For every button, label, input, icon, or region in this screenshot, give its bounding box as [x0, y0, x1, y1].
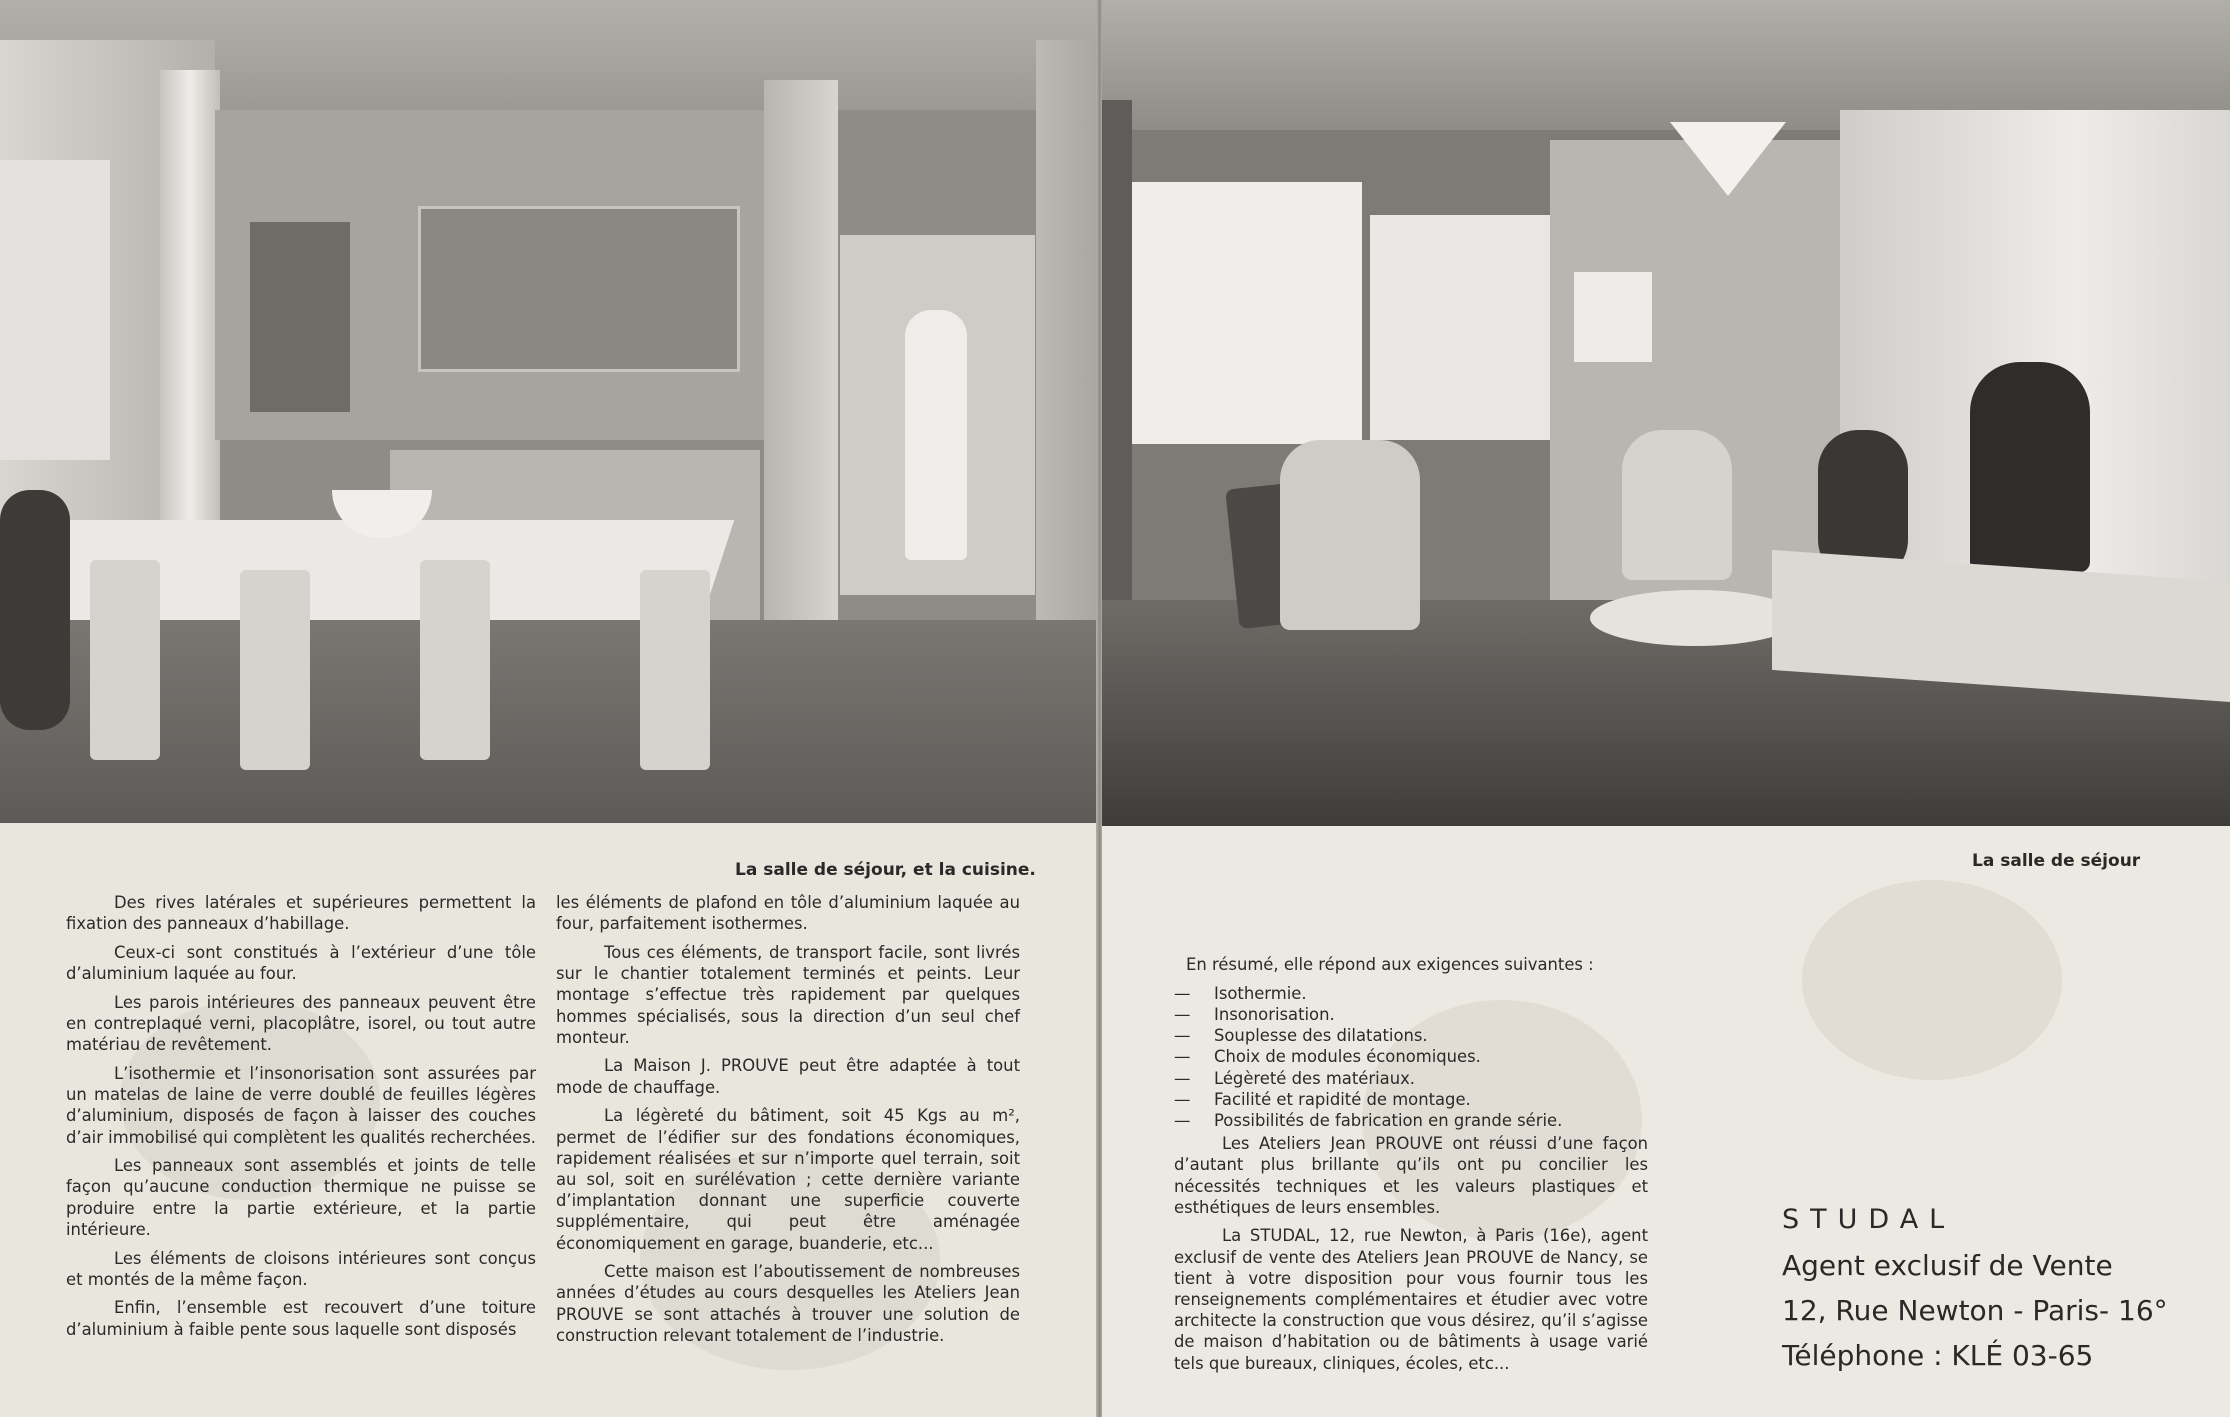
curtain — [1370, 215, 1550, 440]
paragraph: Ceux-ci sont constitués à l’extérieur d’une tôle d’aluminium laquée au four. — [66, 942, 536, 984]
list-item: — Facilité et rapidité de montage. — [1174, 1089, 1648, 1110]
chair — [420, 560, 490, 760]
left-caption: La salle de séjour, et la cuisine. — [735, 860, 1036, 880]
list-item: — Isothermie. — [1174, 983, 1648, 1004]
curtain — [1132, 182, 1362, 444]
studal-agent-line: Agent exclusif de Vente — [1782, 1249, 2113, 1282]
coffee-table — [1590, 590, 1800, 646]
woman-figure — [905, 310, 967, 560]
paragraph: Des rives latérales et supérieures permettent la fixation des panneaux d’habillage. — [66, 893, 536, 934]
studal-address-line: 12, Rue Newton - Paris- 16° — [1782, 1294, 2168, 1327]
plant — [0, 490, 70, 730]
chair — [640, 570, 710, 770]
right-column — [1174, 954, 1648, 1381]
paragraph: Les parois intérieures des panneaux peuvent être en contreplaqué verni, placoplâtre, isorel, ou tout autre matériau de revêtement. — [66, 992, 536, 1055]
paper-stain — [1802, 880, 2062, 1080]
paragraph: Les éléments de cloisons intérieures sont conçus et montés de la même façon. — [66, 1248, 536, 1289]
paragraph: Cette maison est l’aboutissement de nombreuses années d’études au cours desquelles les Ateliers Jean PROUVE se sont attachés à trouver une solution de construction relevant totalement de l’industrie. — [556, 1262, 1020, 1345]
window — [0, 160, 110, 460]
right-caption: La salle de séjour — [1972, 851, 2141, 871]
ceiling-lamp — [1670, 122, 1786, 196]
door — [1036, 40, 1098, 690]
paragraph: La légèreté du bâtiment, soit 45 Kgs au m², permet de l’édifier sur des fondations économiques, rapidement réalisées et sur n’importe quel terrain, soit au sol, soit en surélévation ; cette dernière variante d’implantation donnant une superficie couverte supplémentaire, qui peut être aménagée économiquement en garage, buanderie, etc... — [556, 1106, 1020, 1253]
chair — [240, 570, 310, 770]
paragraph: La Maison J. PROUVE peut être adaptée à tout mode de chauffage. — [556, 1056, 1020, 1097]
paragraph: La STUDAL, 12, rue Newton, à Paris (16e), agent exclusif de vente des Ateliers Jean PROUVE de Nancy, se tient à votre disposition pour vous fournir tous les renseignements complémentaires et étudier avec votre architecte la construction que vous désirez, qu’il s’agisse de maison d’habitation ou de bâtiments à usage varié tels que bureaux, cliniques, écoles, etc... — [1174, 1226, 1648, 1373]
chair — [90, 560, 160, 760]
left-column-1 — [66, 892, 536, 1347]
list-item: — Choix de modules économiques. — [1174, 1046, 1648, 1067]
list-item: — Possibilités de fabrication en grande série. — [1174, 1110, 1648, 1131]
paragraph: les éléments de plafond en tôle d’aluminium laquée au four, parfaitement isothermes. — [556, 893, 1020, 934]
list-intro: En résumé, elle répond aux exigences suivantes : — [1186, 955, 1594, 974]
floor — [0, 620, 1098, 823]
painting — [250, 222, 350, 412]
paragraph: Tous ces éléments, de transport facile, sont livrés sur le chantier totalement terminés et peints. Leur montage s’effectue très rapidement par quelques hommes spécialisés, sous la direction d’un seul chef monteur. — [556, 942, 1020, 1047]
list-item: — Légèreté des matériaux. — [1174, 1068, 1648, 1089]
left-column-2 — [556, 892, 1020, 1354]
paragraph: L’isothermie et l’insonorisation sont assurées par un matelas de laine de verre doublé de feuilles légères d’aluminium, disposés de façon à laisser des couches d’air immobilisé qui complètent les qualités recherchées. — [66, 1063, 536, 1147]
seated-woman — [1280, 440, 1420, 630]
artwork — [1574, 272, 1652, 362]
seated-man — [1970, 362, 2090, 572]
seated-woman — [1622, 430, 1732, 580]
wall-cabinet — [418, 206, 740, 372]
paragraph: Les Ateliers Jean PROUVE ont réussi d’une façon d’autant plus brillante qu’ils ont pu concilier les nécessités techniques et les valeurs plastiques et esthétiques de leurs ensembles. — [1174, 1134, 1648, 1217]
kitchen-dining-photo — [0, 0, 1098, 823]
requirements-list — [1174, 983, 1648, 1131]
studal-contact-block — [1782, 1204, 2168, 1378]
left-page — [0, 0, 1098, 1417]
curtain — [160, 70, 220, 590]
living-room-photo — [1102, 0, 2230, 826]
list-item: — Insonorisation. — [1174, 1004, 1648, 1025]
list-item: — Souplesse des dilatations. — [1174, 1025, 1648, 1046]
paragraph: Les panneaux sont assemblés et joints de telle façon qu’aucune conduction thermique ne puisse se produire entre la partie extérieure, et la partie intérieure. — [66, 1156, 536, 1239]
studal-brand: STUDAL — [1782, 1204, 1956, 1235]
studal-phone-line: Téléphone : KLÉ 03-65 — [1782, 1339, 2094, 1372]
pillar — [764, 80, 838, 680]
paragraph: Enfin, l’ensemble est recouvert d’une toiture d’aluminium à faible pente sous laquelle sont disposés — [66, 1298, 536, 1339]
